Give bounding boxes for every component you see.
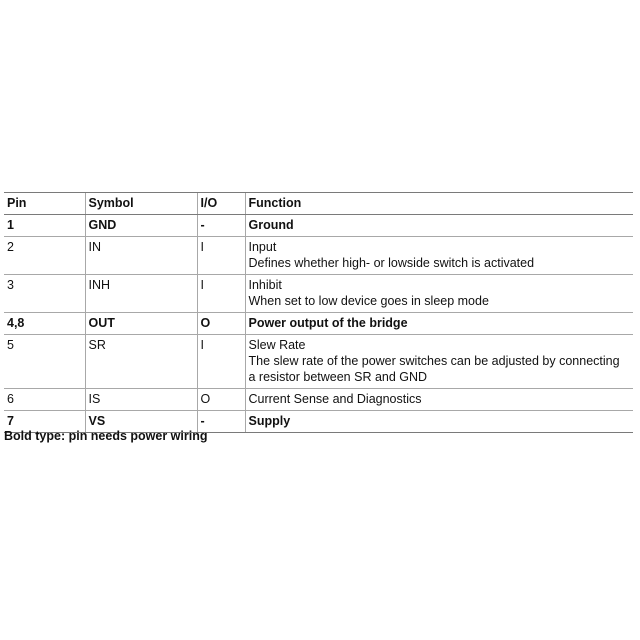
cell-symbol: IS — [85, 389, 197, 411]
cell-symbol: INH — [85, 275, 197, 313]
cell-symbol: SR — [85, 335, 197, 389]
cell-io: I — [197, 335, 245, 389]
table-row — [4, 313, 633, 335]
cell-pin: 1 — [4, 215, 85, 237]
function-line: When set to low device goes in sleep mode — [248, 294, 489, 308]
cell-symbol: GND — [85, 215, 197, 237]
cell-symbol: IN — [85, 237, 197, 275]
cell-function — [245, 335, 633, 389]
function-line: Defines whether high- or lowside switch is activated — [248, 256, 535, 270]
cell-pin: 2 — [4, 237, 85, 275]
function-line: Current Sense and Diagnostics — [248, 392, 422, 406]
function-line: Slew Rate — [248, 338, 306, 352]
cell-io: - — [197, 215, 245, 237]
function-line: Input — [248, 240, 277, 254]
cell-pin: 3 — [4, 275, 85, 313]
cell-function — [245, 237, 633, 275]
pin-definition-table — [4, 192, 633, 433]
function-line: Inhibit — [248, 278, 282, 292]
cell-function — [245, 411, 633, 433]
cell-pin: 4,8 — [4, 313, 85, 335]
cell-symbol: VS — [85, 411, 197, 433]
function-line: a resistor between SR and GND — [248, 370, 428, 384]
function-line: Ground — [248, 218, 294, 232]
cell-io: O — [197, 313, 245, 335]
function-line: Power output of the bridge — [248, 316, 408, 330]
header-pin: Pin — [4, 193, 85, 215]
table-row — [4, 335, 633, 389]
header-symbol: Symbol — [85, 193, 197, 215]
function-line: Supply — [248, 414, 291, 428]
function-line: The slew rate of the power switches can be adjusted by connecting — [248, 354, 620, 368]
cell-symbol: OUT — [85, 313, 197, 335]
table-header-row — [4, 193, 633, 215]
cell-function — [245, 389, 633, 411]
cell-pin: 5 — [4, 335, 85, 389]
header-io: I/O — [197, 193, 245, 215]
cell-pin: 7 — [4, 411, 85, 433]
cell-function — [245, 313, 633, 335]
cell-pin: 6 — [4, 389, 85, 411]
cell-io: O — [197, 389, 245, 411]
cell-io: - — [197, 411, 245, 433]
table-footnote: Bold type: pin needs power wiring — [4, 429, 208, 443]
cell-function — [245, 215, 633, 237]
header-function: Function — [245, 193, 633, 215]
cell-io: I — [197, 275, 245, 313]
cell-function — [245, 275, 633, 313]
table-row — [4, 237, 633, 275]
table-row — [4, 215, 633, 237]
table-row — [4, 389, 633, 411]
cell-io: I — [197, 237, 245, 275]
table-row — [4, 275, 633, 313]
